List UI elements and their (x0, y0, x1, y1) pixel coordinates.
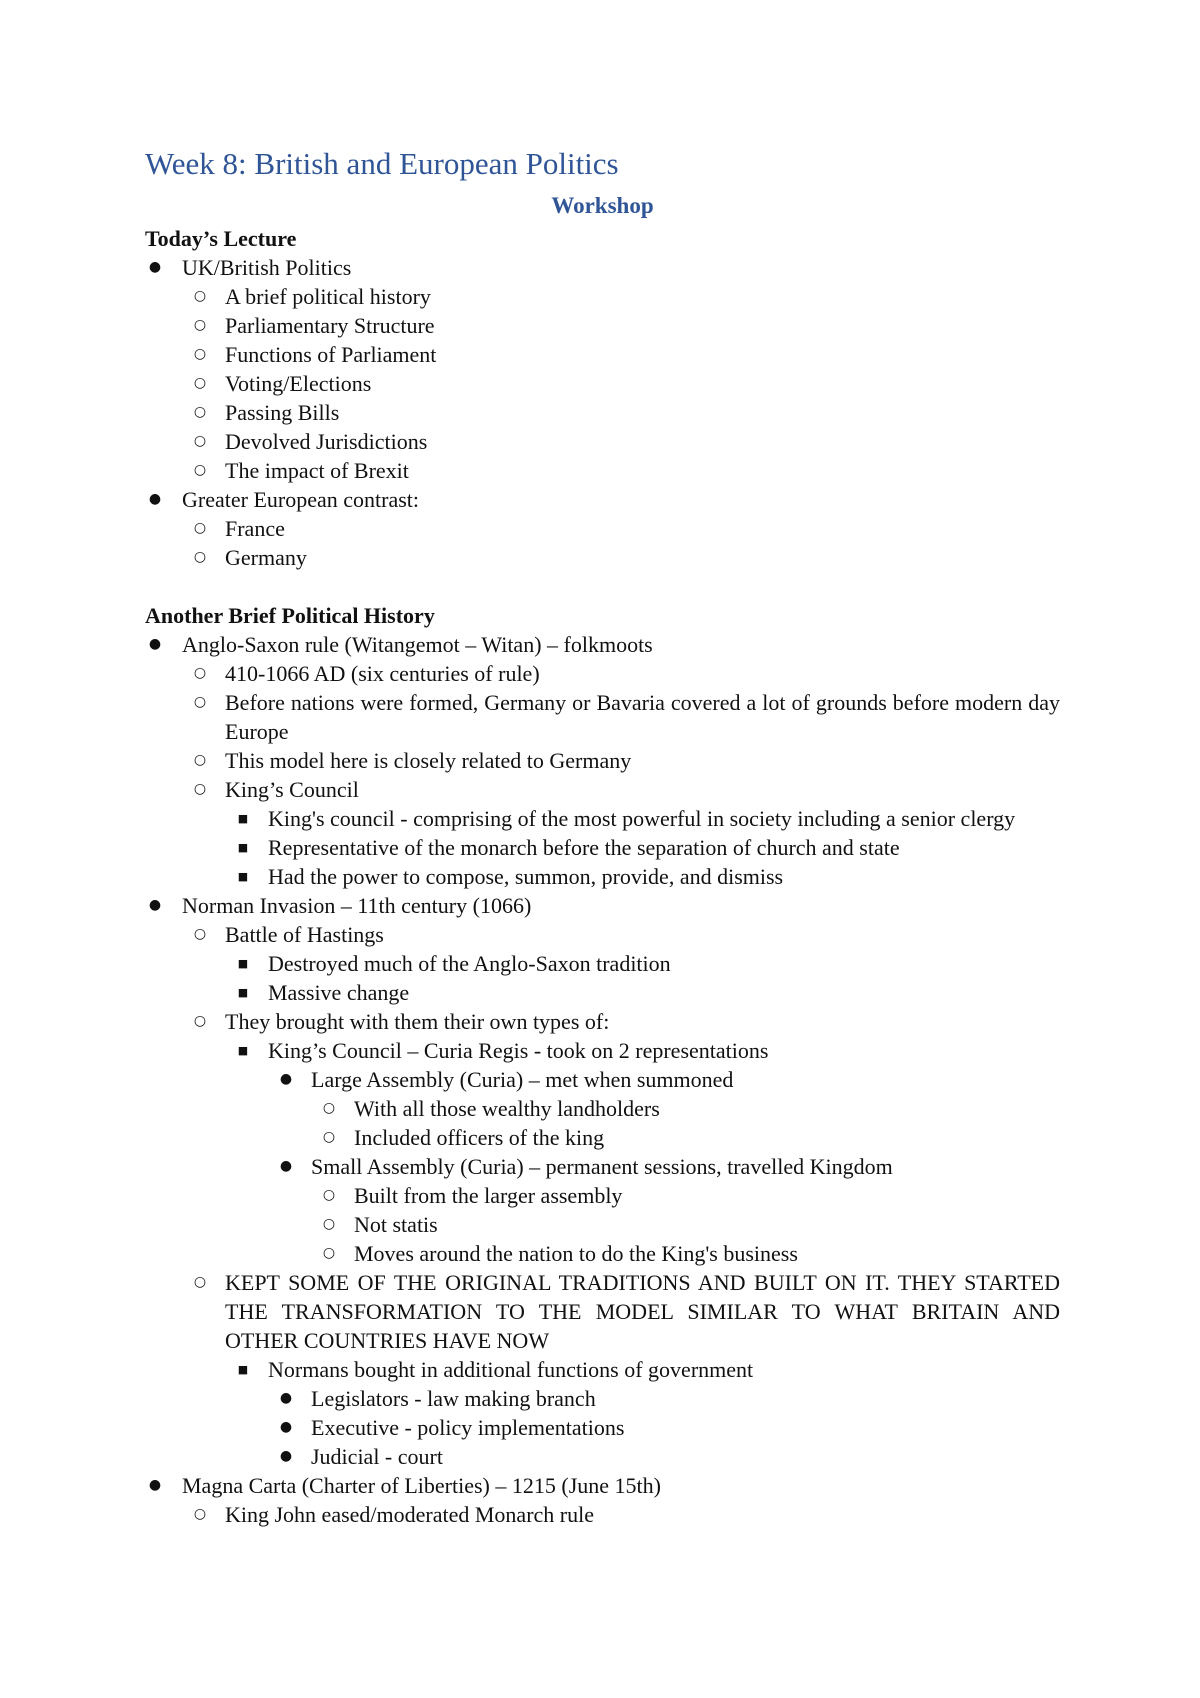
list-item (145, 1355, 1060, 1384)
bullet-icon: ■ (237, 841, 249, 854)
section-heading-political-history: Another Brief Political History (145, 603, 435, 628)
list-item (145, 1384, 1060, 1413)
bullet-icon: ○ (193, 433, 207, 449)
list-item-text: Parliamentary Structure (225, 313, 435, 338)
list-item (145, 369, 1060, 398)
list-item (145, 282, 1060, 311)
list-item-text: Large Assembly (Curia) – met when summoned (311, 1067, 734, 1092)
list-item (145, 1152, 1060, 1181)
list-item (145, 775, 1060, 804)
list-item-text: KEPT SOME OF THE ORIGINAL TRADITIONS AND BUILT ON IT. THEY STARTED THE TRANSFORMATION TO THE MODEL SIMILAR TO WHAT BRITAIN AND OTHER COUNTRIES HAVE NOW (225, 1270, 1060, 1353)
bullet-icon: ○ (322, 1216, 336, 1232)
bullet-icon: ○ (193, 288, 207, 304)
political-history-list (145, 630, 1060, 1529)
bullet-icon: ○ (193, 549, 207, 565)
list-item (145, 804, 1060, 833)
bullet-icon: ● (279, 1071, 293, 1087)
section-spacer (145, 572, 1060, 601)
list-item-text: This model here is closely related to Germany (225, 748, 632, 773)
list-item-text: King John eased/moderated Monarch rule (225, 1502, 594, 1527)
list-item (145, 514, 1060, 543)
list-item (145, 1268, 1060, 1355)
list-item-text: Small Assembly (Curia) – permanent sessions, travelled Kingdom (311, 1154, 893, 1179)
list-item-text: UK/British Politics (182, 255, 352, 280)
list-item (145, 398, 1060, 427)
bullet-icon: ■ (237, 1363, 249, 1376)
bullet-icon: ○ (322, 1245, 336, 1261)
bullet-icon: ○ (193, 1274, 207, 1290)
bullet-icon: ● (279, 1419, 293, 1435)
list-item (145, 1500, 1060, 1529)
list-item-text: France (225, 516, 285, 541)
list-item-text: Devolved Jurisdictions (225, 429, 428, 454)
list-item (145, 978, 1060, 1007)
list-item-text: Norman Invasion – 11th century (1066) (182, 893, 532, 918)
list-item (145, 1123, 1060, 1152)
list-item-text: Judicial - court (311, 1444, 443, 1469)
bullet-icon: ○ (193, 346, 207, 362)
bullet-icon: ○ (193, 404, 207, 420)
list-item-text: With all those wealthy landholders (354, 1096, 660, 1121)
bullet-icon: ● (148, 1477, 162, 1493)
list-item (145, 427, 1060, 456)
list-item (145, 543, 1060, 572)
list-item (145, 456, 1060, 485)
list-item-text: Included officers of the king (354, 1125, 605, 1150)
document-body (145, 140, 1060, 1529)
bullet-icon: ● (148, 491, 162, 507)
bullet-icon: ○ (193, 1013, 207, 1029)
bullet-icon: ● (148, 636, 162, 652)
list-item-text: Before nations were formed, Germany or Bavaria covered a lot of grounds before modern day Europe (225, 690, 1060, 744)
list-item-text: King’s Council (225, 777, 359, 802)
todays-lecture-list (145, 253, 1060, 572)
bullet-icon: ○ (322, 1129, 336, 1145)
list-item-text: Battle of Hastings (225, 922, 384, 947)
bullet-icon: ■ (237, 870, 249, 883)
bullet-icon: ○ (193, 665, 207, 681)
bullet-icon: ○ (322, 1100, 336, 1116)
list-item-text: Greater European contrast: (182, 487, 419, 512)
list-item-text: King's council - comprising of the most powerful in society including a senior clergy (268, 806, 1016, 831)
bullet-icon: ■ (237, 812, 249, 825)
list-item-text: Had the power to compose, summon, provide, and dismiss (268, 864, 784, 889)
list-item-text: They brought with them their own types of: (225, 1009, 610, 1034)
list-item-text: A brief political history (225, 284, 431, 309)
list-item-text: 410-1066 AD (six centuries of rule) (225, 661, 540, 686)
list-item (145, 340, 1060, 369)
list-item-text: King’s Council – Curia Regis - took on 2 representations (268, 1038, 769, 1063)
list-item-text: Germany (225, 545, 307, 570)
list-item (145, 746, 1060, 775)
list-item-text: Anglo-Saxon rule (Witangemot – Witan) – folkmoots (182, 632, 653, 657)
list-item (145, 1094, 1060, 1123)
bullet-icon: ■ (237, 1044, 249, 1057)
bullet-icon: ● (279, 1158, 293, 1174)
list-item-text: Passing Bills (225, 400, 340, 425)
page-subtitle: Workshop (551, 193, 654, 218)
list-item-text: Executive - policy implementations (311, 1415, 625, 1440)
page-title: Week 8: British and European Politics (145, 146, 619, 181)
list-item (145, 485, 1060, 514)
list-item-text: Voting/Elections (225, 371, 372, 396)
bullet-icon: ● (279, 1390, 293, 1406)
list-item (145, 920, 1060, 949)
bullet-icon: ○ (193, 317, 207, 333)
list-item (145, 1471, 1060, 1500)
list-item (145, 1239, 1060, 1268)
bullet-icon: ○ (193, 781, 207, 797)
section-heading-todays-lecture: Today’s Lecture (145, 226, 297, 251)
list-item (145, 688, 1060, 746)
list-item (145, 862, 1060, 891)
list-item (145, 1181, 1060, 1210)
list-item (145, 1210, 1060, 1239)
list-item-text: Moves around the nation to do the King's business (354, 1241, 798, 1266)
list-item (145, 891, 1060, 920)
list-item-text: Not statis (354, 1212, 438, 1237)
list-item (145, 1036, 1060, 1065)
list-item (145, 1007, 1060, 1036)
list-item-text: Representative of the monarch before the separation of church and state (268, 835, 900, 860)
bullet-icon: ○ (193, 520, 207, 536)
list-item (145, 949, 1060, 978)
bullet-icon: ● (148, 259, 162, 275)
list-item-text: Normans bought in additional functions of government (268, 1357, 754, 1382)
bullet-icon: ○ (193, 375, 207, 391)
bullet-icon: ○ (322, 1187, 336, 1203)
bullet-icon: ● (148, 897, 162, 913)
list-item-text: Destroyed much of the Anglo-Saxon tradition (268, 951, 671, 976)
bullet-icon: ○ (193, 926, 207, 942)
list-item (145, 253, 1060, 282)
list-item (145, 1413, 1060, 1442)
list-item (145, 833, 1060, 862)
bullet-icon: ○ (193, 694, 207, 710)
list-item (145, 1442, 1060, 1471)
bullet-icon: ○ (193, 462, 207, 478)
list-item-text: Functions of Parliament (225, 342, 437, 367)
list-item-text: The impact of Brexit (225, 458, 409, 483)
list-item (145, 659, 1060, 688)
list-item (145, 311, 1060, 340)
list-item-text: Legislators - law making branch (311, 1386, 596, 1411)
bullet-icon: ○ (193, 1506, 207, 1522)
bullet-icon: ○ (193, 752, 207, 768)
list-item-text: Magna Carta (Charter of Liberties) – 1215 (June 15th) (182, 1473, 661, 1498)
list-item-text: Built from the larger assembly (354, 1183, 623, 1208)
bullet-icon: ● (279, 1448, 293, 1464)
list-item (145, 1065, 1060, 1094)
bullet-icon: ■ (237, 957, 249, 970)
bullet-icon: ■ (237, 986, 249, 999)
list-item (145, 630, 1060, 659)
list-item-text: Massive change (268, 980, 410, 1005)
